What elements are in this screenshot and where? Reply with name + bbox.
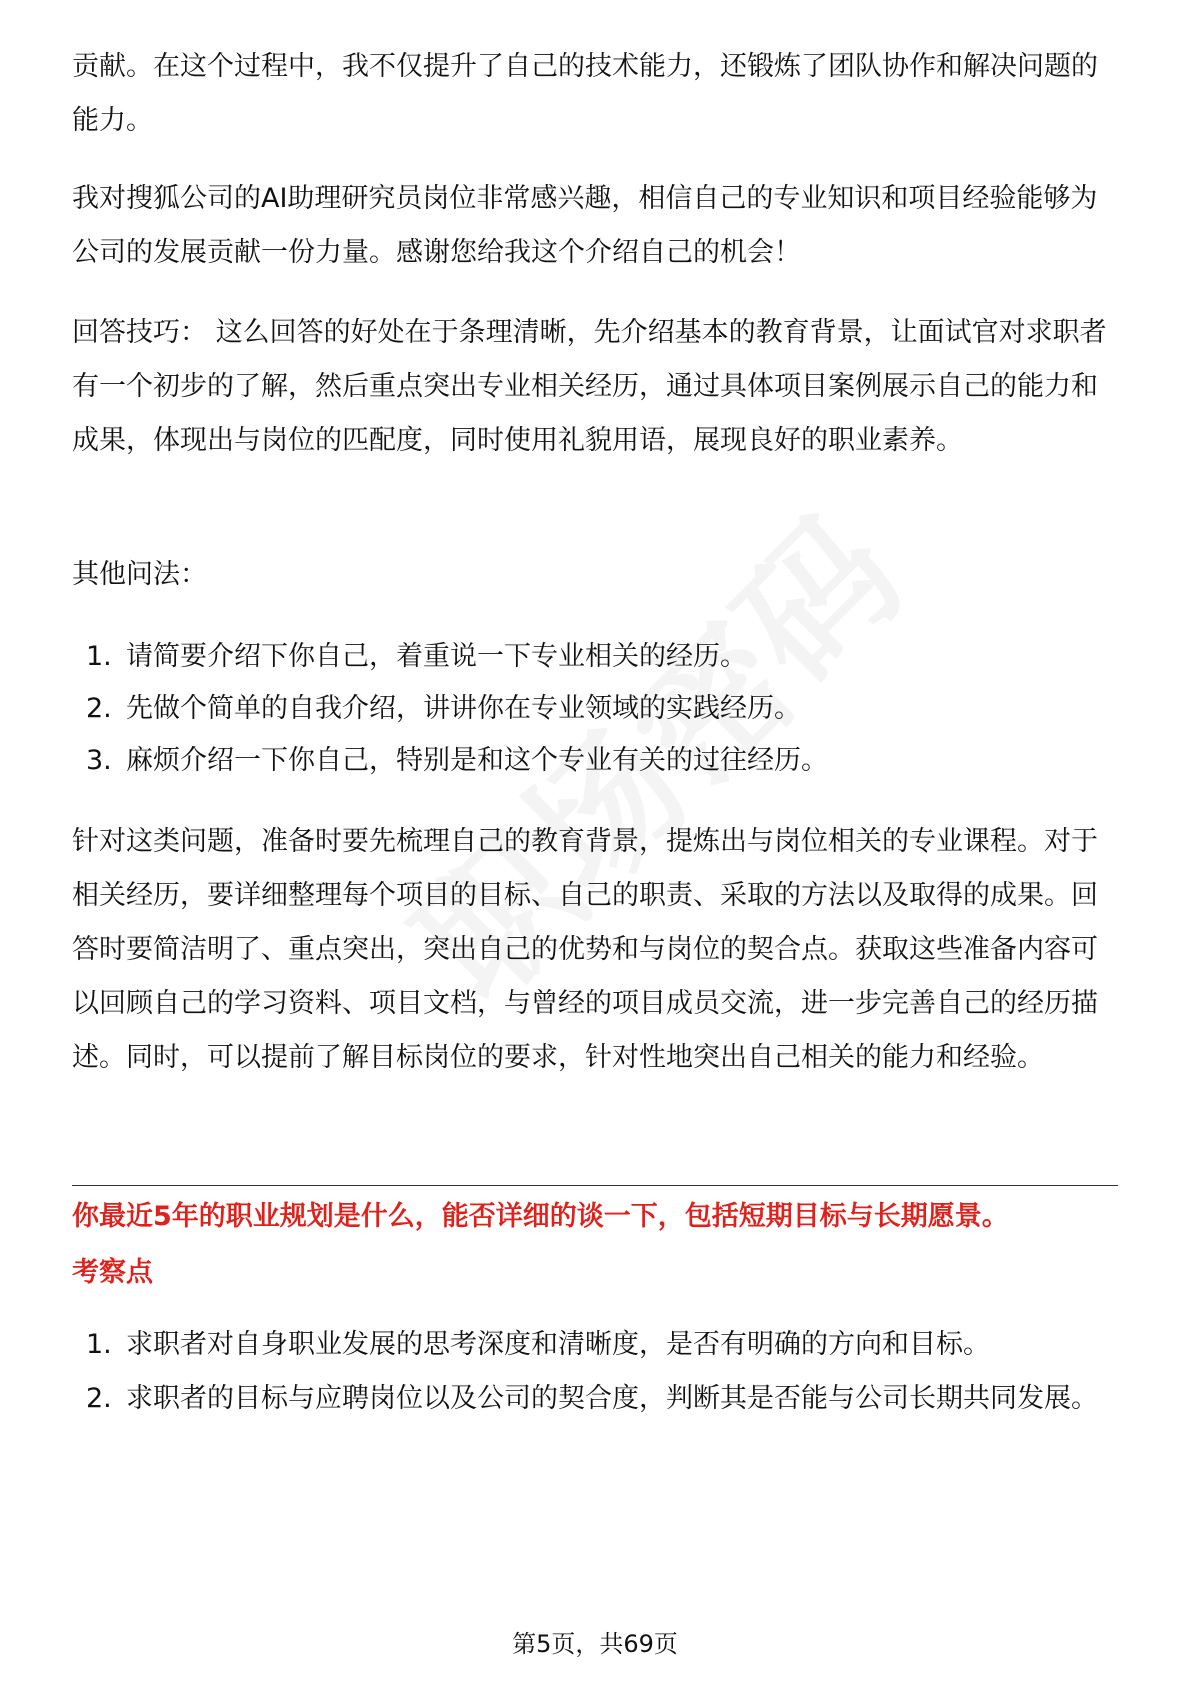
list-number: 3.	[86, 745, 112, 776]
list-text: 请简要介绍下你自己，着重说一下专业相关的经历。	[126, 641, 747, 672]
question-title: 你最近5年的职业规划是什么，能否详细的谈一下，包括短期目标与长期愿景。	[72, 1201, 1009, 1232]
list-text: 求职者的目标与应聘岗位以及公司的契合度，判断其是否能与公司长期共同发展。	[126, 1383, 1098, 1414]
list-number: 1.	[86, 1329, 112, 1360]
list-text: 先做个简单的自我介绍，讲讲你在专业领域的实践经历。	[126, 693, 801, 724]
list-text: 求职者对自身职业发展的思考深度和清晰度，是否有明确的方向和目标。	[126, 1329, 990, 1360]
paragraph-continuation: 贡献。在这个过程中，我不仅提升了自己的技术能力，还锻炼了团队协作和解决问题的能力。	[72, 51, 1098, 136]
section-divider	[72, 1185, 1118, 1186]
list-number: 2.	[86, 1383, 112, 1414]
list-number: 1.	[86, 641, 112, 672]
paragraph-answer-tips: 回答技巧： 这么回答的好处在于条理清晰，先介绍基本的教育背景，让面试官对求职者有一个初步的了解，然后重点突出专业相关经历，通过具体项目案例展示自己的能力和成果，体现出与岗位的匹配度，同时使用礼貌用语，展现良好的职业素养。	[72, 317, 1107, 456]
page-footer: 第5页，共69页	[512, 1630, 678, 1658]
document-page	[72, 0, 1118, 1684]
paragraph-other-asks-label: 其他问法：	[72, 559, 207, 590]
paragraph-preparation: 针对这类问题，准备时要先梳理自己的教育背景，提炼出与岗位相关的专业课程。对于相关经历，要详细整理每个项目的目标、自己的职责、采取的方法以及取得的成果。回答时要简洁明了、重点突出，突出自己的优势和与岗位的契合点。获取这些准备内容可以回顾自己的学习资料、项目文档，与曾经的项目成员交流，进一步完善自己的经历描述。同时，可以提前了解目标岗位的要求，针对性地突出自己相关的能力和经验。	[72, 826, 1098, 1073]
list-text: 麻烦介绍一下你自己，特别是和这个专业有关的过往经历。	[126, 745, 828, 776]
section-heading: 考察点	[72, 1257, 153, 1288]
paragraph-interest: 我对搜狐公司的AI助理研究员岗位非常感兴趣，相信自己的专业知识和项目经验能够为公司的发展贡献一份力量。感谢您给我这个介绍自己的机会！	[72, 183, 1098, 268]
list-number: 2.	[86, 693, 112, 724]
